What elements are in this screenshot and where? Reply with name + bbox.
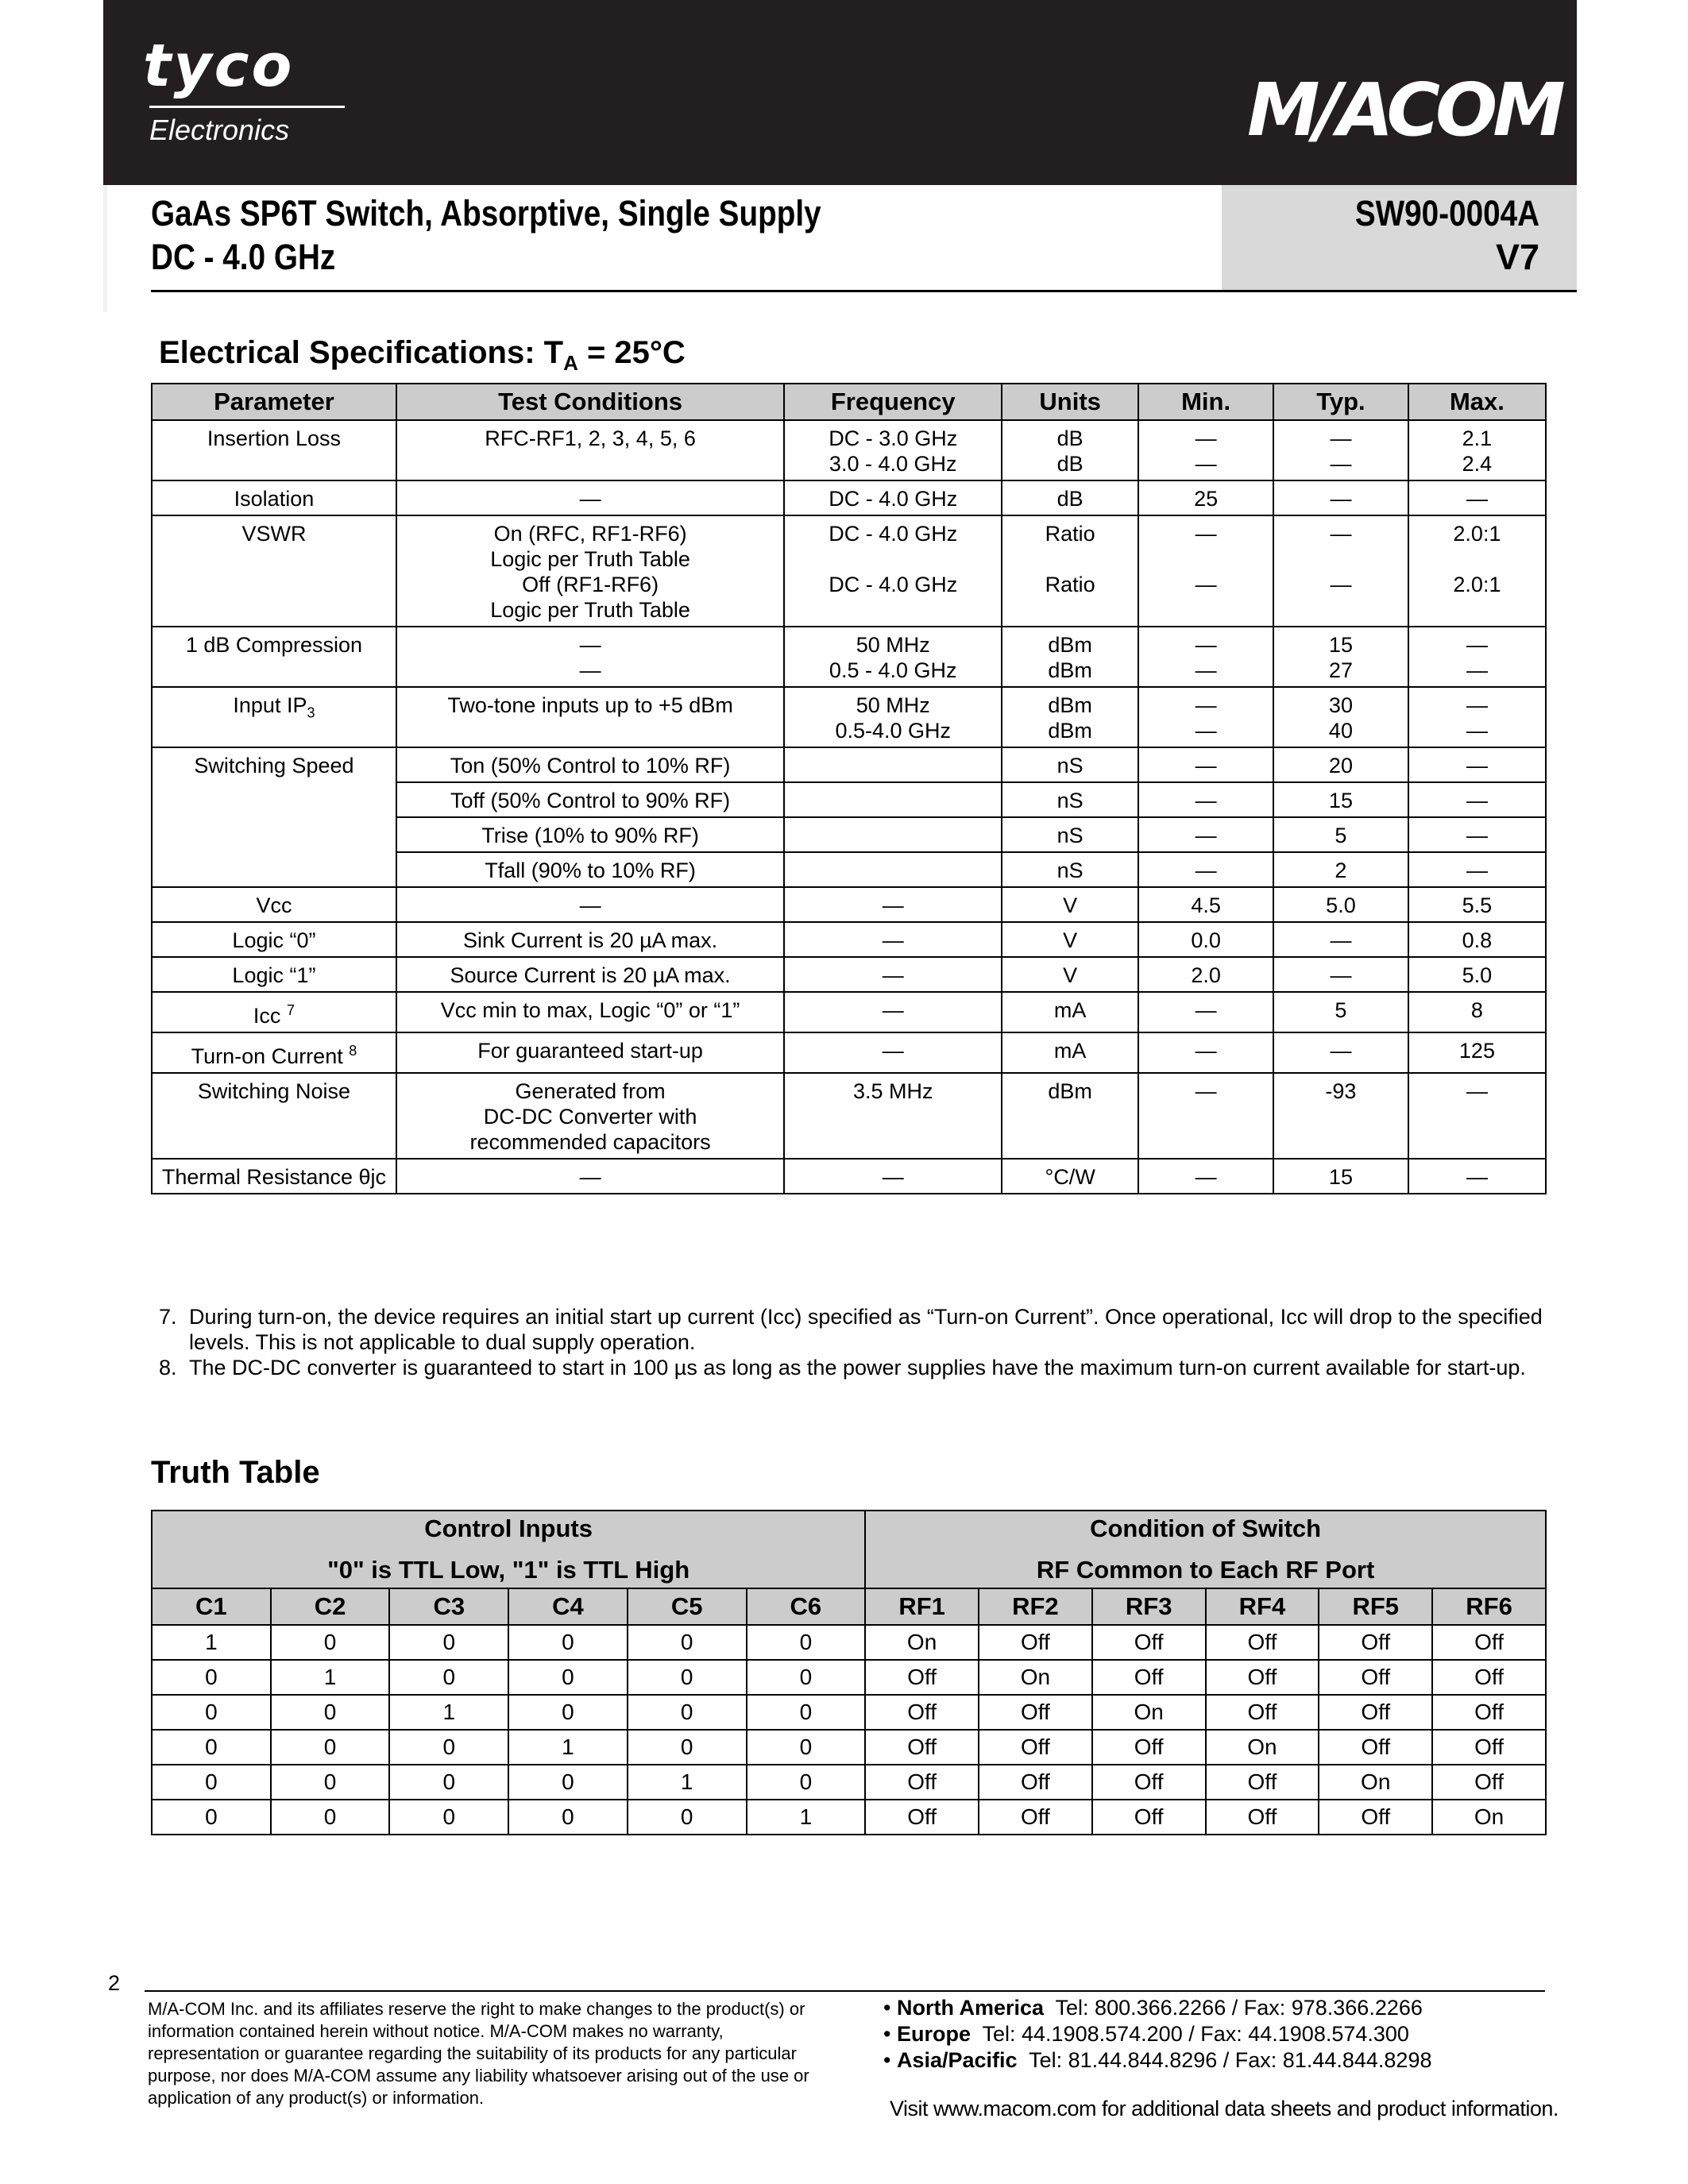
- document-subtitle: DC - 4.0 GHz: [151, 237, 336, 277]
- max-cell: 0.8: [1408, 922, 1546, 957]
- cond-cell: —: [396, 1159, 784, 1194]
- macom-logo: [1247, 65, 1561, 171]
- typ-cell: 15: [1273, 1159, 1408, 1194]
- freq-cell: —: [784, 1032, 1002, 1073]
- cond-cell: Generated from DC-DC Converter with recommended capacitors: [396, 1073, 784, 1159]
- column-header: Typ.: [1273, 384, 1408, 420]
- heading-temperature: = 25°C: [577, 335, 686, 370]
- freq-cell: 50 MHz 0.5-4.0 GHz: [784, 687, 1002, 747]
- param-cell: VSWR: [152, 515, 396, 627]
- freq-cell: DC - 4.0 GHz DC - 4.0 GHz: [784, 515, 1002, 627]
- table-header-row: [152, 384, 1546, 420]
- contact-list: [883, 1995, 1431, 2074]
- param-subscript: 3: [307, 704, 315, 721]
- typ-cell: —: [1273, 1032, 1408, 1073]
- min-cell: —: [1138, 1032, 1273, 1073]
- freq-cell: DC - 3.0 GHz 3.0 - 4.0 GHz: [784, 420, 1002, 480]
- group-title: Control Inputs: [424, 1515, 593, 1542]
- table-cell: 0: [628, 1800, 747, 1835]
- column-header: C3: [389, 1588, 508, 1625]
- param-text: Turn-on Current: [191, 1044, 350, 1068]
- title-divider: [151, 290, 1577, 292]
- table-cell: Off: [1432, 1765, 1546, 1800]
- table-row: [152, 1695, 1546, 1730]
- table-row: [152, 992, 1546, 1032]
- table-cell: On: [1319, 1765, 1432, 1800]
- column-header: Frequency: [784, 384, 1002, 420]
- units-cell: mA: [1002, 1032, 1138, 1073]
- footnote: [159, 1304, 1549, 1355]
- cond-cell: Two-tone inputs up to +5 dBm: [396, 687, 784, 747]
- svg-text:M/ACOM: M/ACOM: [1247, 68, 1561, 152]
- max-cell: 2.0:1 2.0:1: [1408, 515, 1546, 627]
- column-header: Max.: [1408, 384, 1546, 420]
- footnote: [159, 1355, 1549, 1380]
- document-title: GaAs SP6T Switch, Absorptive, Single Supply: [151, 193, 821, 233]
- table-cell: 0: [508, 1800, 628, 1835]
- cond-cell: Toff (50% Control to 90% RF): [396, 782, 784, 817]
- column-header: C1: [152, 1588, 271, 1625]
- logo-divider: [149, 106, 345, 108]
- table-row: [152, 1765, 1546, 1800]
- table-cell: 0: [628, 1625, 747, 1660]
- table-cell: Off: [1206, 1765, 1319, 1800]
- units-cell: dBm: [1002, 1073, 1138, 1159]
- heading-subscript: A: [563, 351, 578, 375]
- table-row: [152, 1159, 1546, 1194]
- max-cell: —: [1408, 747, 1546, 782]
- max-cell: — —: [1408, 687, 1546, 747]
- max-cell: —: [1408, 1159, 1546, 1194]
- table-cell: Off: [1092, 1765, 1206, 1800]
- units-cell: V: [1002, 887, 1138, 922]
- table-cell: Off: [1319, 1800, 1432, 1835]
- min-cell: —: [1138, 1159, 1273, 1194]
- cond-cell: — —: [396, 627, 784, 687]
- table-cell: 0: [271, 1695, 390, 1730]
- footnote-ref: 8: [349, 1043, 357, 1059]
- freq-cell: —: [784, 922, 1002, 957]
- max-cell: —: [1408, 782, 1546, 817]
- table-row: [152, 957, 1546, 992]
- param-cell: Isolation: [152, 480, 396, 515]
- typ-cell: 5: [1273, 817, 1408, 852]
- cond-cell: Vcc min to max, Logic “0” or “1”: [396, 992, 784, 1032]
- table-cell: 0: [271, 1730, 390, 1765]
- table-cell: On: [1432, 1800, 1546, 1835]
- max-cell: 125: [1408, 1032, 1546, 1073]
- contact-item: • Europe Tel: 44.1908.574.200 / Fax: 44.1908.574.300: [883, 2022, 1409, 2046]
- table-cell: 0: [389, 1660, 508, 1695]
- freq-cell: 3.5 MHz: [784, 1073, 1002, 1159]
- macom-logo-mark: [1247, 65, 1561, 152]
- param-cell: Logic “1”: [152, 957, 396, 992]
- freq-cell: [784, 747, 1002, 782]
- table-cell: 0: [152, 1730, 271, 1765]
- freq-cell: —: [784, 1159, 1002, 1194]
- table-cell: 0: [508, 1625, 628, 1660]
- table-cell: 0: [747, 1625, 866, 1660]
- cond-cell: For guaranteed start-up: [396, 1032, 784, 1073]
- units-cell: V: [1002, 922, 1138, 957]
- param-cell: Switching Speed: [152, 747, 396, 887]
- truth-table-heading: Truth Table: [151, 1455, 320, 1490]
- typ-cell: 15: [1273, 782, 1408, 817]
- table-cell: 0: [508, 1765, 628, 1800]
- column-header: RF4: [1206, 1588, 1319, 1625]
- group-header-row: [152, 1511, 1546, 1588]
- contact-item: • Asia/Pacific Tel: 81.44.844.8296 / Fax: 81.44.844.8298: [883, 2048, 1432, 2072]
- cond-cell: Ton (50% Control to 10% RF): [396, 747, 784, 782]
- table-cell: 0: [271, 1800, 390, 1835]
- column-header: RF6: [1432, 1588, 1546, 1625]
- typ-cell: 2: [1273, 852, 1408, 887]
- contact-region: North America: [896, 1996, 1045, 2020]
- table-cell: 0: [389, 1765, 508, 1800]
- table-row: [152, 1660, 1546, 1695]
- table-cell: 0: [271, 1625, 390, 1660]
- min-cell: — —: [1138, 627, 1273, 687]
- table-cell: Off: [979, 1625, 1092, 1660]
- contact-region: Europe: [896, 2022, 971, 2046]
- table-cell: Off: [1432, 1695, 1546, 1730]
- table-cell: Off: [1092, 1800, 1206, 1835]
- table-row: [152, 480, 1546, 515]
- typ-cell: —: [1273, 922, 1408, 957]
- table-cell: Off: [865, 1765, 979, 1800]
- column-header: RF2: [979, 1588, 1092, 1625]
- table-cell: Off: [865, 1695, 979, 1730]
- control-inputs-header: [152, 1511, 865, 1588]
- column-header: C4: [508, 1588, 628, 1625]
- contact-detail: Tel: 44.1908.574.200 / Fax: 44.1908.574.300: [970, 2022, 1409, 2046]
- table-cell: 1: [747, 1800, 866, 1835]
- units-cell: dB dB: [1002, 420, 1138, 480]
- electrical-specs-heading: [159, 335, 686, 376]
- min-cell: —: [1138, 782, 1273, 817]
- table-cell: 0: [152, 1660, 271, 1695]
- cond-cell: RFC-RF1, 2, 3, 4, 5, 6: [396, 420, 784, 480]
- table-cell: 0: [747, 1765, 866, 1800]
- footnote-number: 8.: [159, 1356, 177, 1379]
- freq-cell: DC - 4.0 GHz: [784, 480, 1002, 515]
- column-header: Units: [1002, 384, 1138, 420]
- typ-cell: — —: [1273, 515, 1408, 627]
- table-cell: Off: [865, 1730, 979, 1765]
- table-cell: 0: [747, 1660, 866, 1695]
- table-cell: 0: [152, 1695, 271, 1730]
- part-number: SW90-0004A: [1354, 193, 1539, 233]
- param-cell: Switching Noise: [152, 1073, 396, 1159]
- min-cell: 0.0: [1138, 922, 1273, 957]
- freq-cell: 50 MHz 0.5 - 4.0 GHz: [784, 627, 1002, 687]
- units-cell: dBm dBm: [1002, 627, 1138, 687]
- freq-cell: —: [784, 992, 1002, 1032]
- min-cell: — —: [1138, 687, 1273, 747]
- column-header: Parameter: [152, 384, 396, 420]
- param-cell: Logic “0”: [152, 922, 396, 957]
- table-cell: Off: [1319, 1660, 1432, 1695]
- table-cell: 0: [628, 1730, 747, 1765]
- heading-text: Electrical Specifications: T: [159, 335, 564, 370]
- typ-cell: 20: [1273, 747, 1408, 782]
- table-row: [152, 1800, 1546, 1835]
- table-cell: 1: [508, 1730, 628, 1765]
- table-cell: 0: [152, 1800, 271, 1835]
- column-header: C2: [271, 1588, 390, 1625]
- table-cell: Off: [865, 1660, 979, 1695]
- contact-region: Asia/Pacific: [896, 2048, 1018, 2072]
- max-cell: — —: [1408, 627, 1546, 687]
- table-cell: 0: [508, 1695, 628, 1730]
- table-cell: 0: [747, 1730, 866, 1765]
- table-cell: 0: [389, 1730, 508, 1765]
- min-cell: —: [1138, 747, 1273, 782]
- param-cell: [152, 992, 396, 1032]
- footnote-text: During turn-on, the device requires an initial start up current (Icc) specified as “Turn-on Current”. Once operational, Icc will drop to the specified levels. This is not applicable to dual supply operation.: [189, 1305, 1543, 1354]
- min-cell: 4.5: [1138, 887, 1273, 922]
- footer-divider: [145, 1990, 1545, 1992]
- column-header-row: [152, 1588, 1546, 1625]
- cond-cell: —: [396, 887, 784, 922]
- column-header: Min.: [1138, 384, 1273, 420]
- table-cell: Off: [979, 1695, 1092, 1730]
- table-row: [152, 922, 1546, 957]
- min-cell: —: [1138, 852, 1273, 887]
- typ-cell: —: [1273, 957, 1408, 992]
- freq-cell: —: [784, 887, 1002, 922]
- table-cell: 1: [271, 1660, 390, 1695]
- group-subtitle: RF Common to Each RF Port: [1036, 1556, 1375, 1584]
- param-cell: [152, 687, 396, 747]
- table-cell: Off: [1432, 1660, 1546, 1695]
- website-link[interactable]: Visit www.macom.com for additional data sheets and product information.: [890, 2097, 1559, 2120]
- cond-cell: —: [396, 480, 784, 515]
- page-number: 2: [108, 1971, 121, 1995]
- min-cell: —: [1138, 992, 1273, 1032]
- freq-cell: [784, 817, 1002, 852]
- table-cell: Off: [1092, 1625, 1206, 1660]
- param-cell: Vcc: [152, 887, 396, 922]
- param-text: Input IP: [233, 693, 307, 717]
- units-cell: nS: [1002, 782, 1138, 817]
- max-cell: —: [1408, 1073, 1546, 1159]
- table-cell: Off: [1092, 1730, 1206, 1765]
- table-cell: On: [865, 1625, 979, 1660]
- table-cell: Off: [1432, 1730, 1546, 1765]
- footnote-number: 7.: [159, 1305, 177, 1329]
- table-row: [152, 420, 1546, 480]
- param-text: Icc: [253, 1004, 287, 1028]
- truth-table: [151, 1510, 1547, 1835]
- table-row: [152, 1032, 1546, 1073]
- table-row: [152, 1730, 1546, 1765]
- units-cell: dBm dBm: [1002, 687, 1138, 747]
- table-cell: 1: [628, 1765, 747, 1800]
- table-row: [152, 687, 1546, 747]
- electrical-specs-table: [151, 383, 1547, 1194]
- param-cell: [152, 1032, 396, 1073]
- table-cell: 0: [508, 1660, 628, 1695]
- version-label: V7: [1495, 237, 1539, 277]
- freq-cell: [784, 852, 1002, 887]
- table-cell: 0: [389, 1800, 508, 1835]
- table-cell: 0: [628, 1695, 747, 1730]
- freq-cell: —: [784, 957, 1002, 992]
- table-cell: Off: [1432, 1625, 1546, 1660]
- contact-detail: Tel: 81.44.844.8296 / Fax: 81.44.844.8298: [1017, 2048, 1432, 2072]
- table-cell: Off: [865, 1800, 979, 1835]
- min-cell: 2.0: [1138, 957, 1273, 992]
- max-cell: 2.1 2.4: [1408, 420, 1546, 480]
- table-cell: Off: [979, 1730, 1092, 1765]
- freq-cell: [784, 782, 1002, 817]
- units-cell: dB: [1002, 480, 1138, 515]
- table-cell: Off: [1206, 1625, 1319, 1660]
- max-cell: 5.0: [1408, 957, 1546, 992]
- contact-item: • North America Tel: 800.366.2266 / Fax: 978.366.2266: [883, 1996, 1423, 2020]
- typ-cell: —: [1273, 480, 1408, 515]
- table-cell: Off: [979, 1800, 1092, 1835]
- group-title: Condition of Switch: [1090, 1515, 1322, 1542]
- column-header: C5: [628, 1588, 747, 1625]
- units-cell: °C/W: [1002, 1159, 1138, 1194]
- column-header: RF1: [865, 1588, 979, 1625]
- table-cell: 0: [152, 1765, 271, 1800]
- param-cell: 1 dB Compression: [152, 627, 396, 687]
- units-cell: Ratio Ratio: [1002, 515, 1138, 627]
- max-cell: 8: [1408, 992, 1546, 1032]
- cond-cell: Sink Current is 20 µA max.: [396, 922, 784, 957]
- max-cell: —: [1408, 852, 1546, 887]
- disclaimer-text: M/A-COM Inc. and its affiliates reserve the right to make changes to the product(s) or information contained herein without notice. M/A-COM makes no warranty, representation or guarantee regarding the suitability of its products for any particular purpose, nor does M/A-COM assume any liability whatsoever arising out of the use or application of any product(s) or information.: [148, 1999, 809, 2108]
- table-cell: 1: [389, 1695, 508, 1730]
- min-cell: — —: [1138, 420, 1273, 480]
- min-cell: 25: [1138, 480, 1273, 515]
- units-cell: mA: [1002, 992, 1138, 1032]
- table-cell: On: [1092, 1695, 1206, 1730]
- group-subtitle: "0" is TTL Low, "1" is TTL High: [327, 1556, 690, 1584]
- table-row: [152, 1073, 1546, 1159]
- param-cell: Thermal Resistance θjc: [152, 1159, 396, 1194]
- table-cell: Off: [1206, 1660, 1319, 1695]
- table-row: [152, 1625, 1546, 1660]
- switch-condition-header: [865, 1511, 1546, 1588]
- table-row: [152, 887, 1546, 922]
- table-cell: Off: [1319, 1730, 1432, 1765]
- table-cell: Off: [1319, 1695, 1432, 1730]
- max-cell: 5.5: [1408, 887, 1546, 922]
- table-cell: Off: [1319, 1625, 1432, 1660]
- cond-cell: Source Current is 20 µA max.: [396, 957, 784, 992]
- min-cell: —: [1138, 1073, 1273, 1159]
- table-cell: 0: [747, 1695, 866, 1730]
- table-cell: On: [979, 1660, 1092, 1695]
- table-row: [152, 747, 1546, 782]
- title-side-shade: [103, 185, 107, 312]
- table-cell: Off: [1206, 1800, 1319, 1835]
- table-cell: 0: [389, 1625, 508, 1660]
- table-cell: 0: [628, 1660, 747, 1695]
- min-cell: — —: [1138, 515, 1273, 627]
- units-cell: nS: [1002, 817, 1138, 852]
- typ-cell: 15 27: [1273, 627, 1408, 687]
- cond-cell: Trise (10% to 90% RF): [396, 817, 784, 852]
- typ-cell: 5.0: [1273, 887, 1408, 922]
- typ-cell: 5: [1273, 992, 1408, 1032]
- units-cell: nS: [1002, 747, 1138, 782]
- table-row: [152, 627, 1546, 687]
- table-cell: Off: [979, 1765, 1092, 1800]
- footnotes: [159, 1304, 1549, 1380]
- table-row: [152, 515, 1546, 627]
- param-cell: Insertion Loss: [152, 420, 396, 480]
- tyco-logo-subtitle: Electronics: [149, 114, 290, 146]
- footnote-text: The DC-DC converter is guaranteed to start in 100 µs as long as the power supplies have the maximum turn-on current available for start-up.: [189, 1356, 1526, 1379]
- min-cell: —: [1138, 817, 1273, 852]
- max-cell: —: [1408, 480, 1546, 515]
- max-cell: —: [1408, 817, 1546, 852]
- contact-detail: Tel: 800.366.2266 / Fax: 978.366.2266: [1044, 1996, 1423, 2020]
- table-cell: 0: [271, 1765, 390, 1800]
- table-cell: On: [1206, 1730, 1319, 1765]
- table-cell: Off: [1206, 1695, 1319, 1730]
- tyco-logo: tyco: [143, 32, 295, 100]
- table-cell: Off: [1092, 1660, 1206, 1695]
- typ-cell: -93: [1273, 1073, 1408, 1159]
- cond-cell: Tfall (90% to 10% RF): [396, 852, 784, 887]
- footnote-ref: 7: [286, 1002, 295, 1018]
- typ-cell: 30 40: [1273, 687, 1408, 747]
- column-header: RF5: [1319, 1588, 1432, 1625]
- column-header: Test Conditions: [396, 384, 784, 420]
- table-cell: 1: [152, 1625, 271, 1660]
- units-cell: nS: [1002, 852, 1138, 887]
- cond-cell: On (RFC, RF1-RF6) Logic per Truth Table Off (RF1-RF6) Logic per Truth Table: [396, 515, 784, 627]
- column-header: C6: [747, 1588, 866, 1625]
- typ-cell: — —: [1273, 420, 1408, 480]
- column-header: RF3: [1092, 1588, 1206, 1625]
- units-cell: V: [1002, 957, 1138, 992]
